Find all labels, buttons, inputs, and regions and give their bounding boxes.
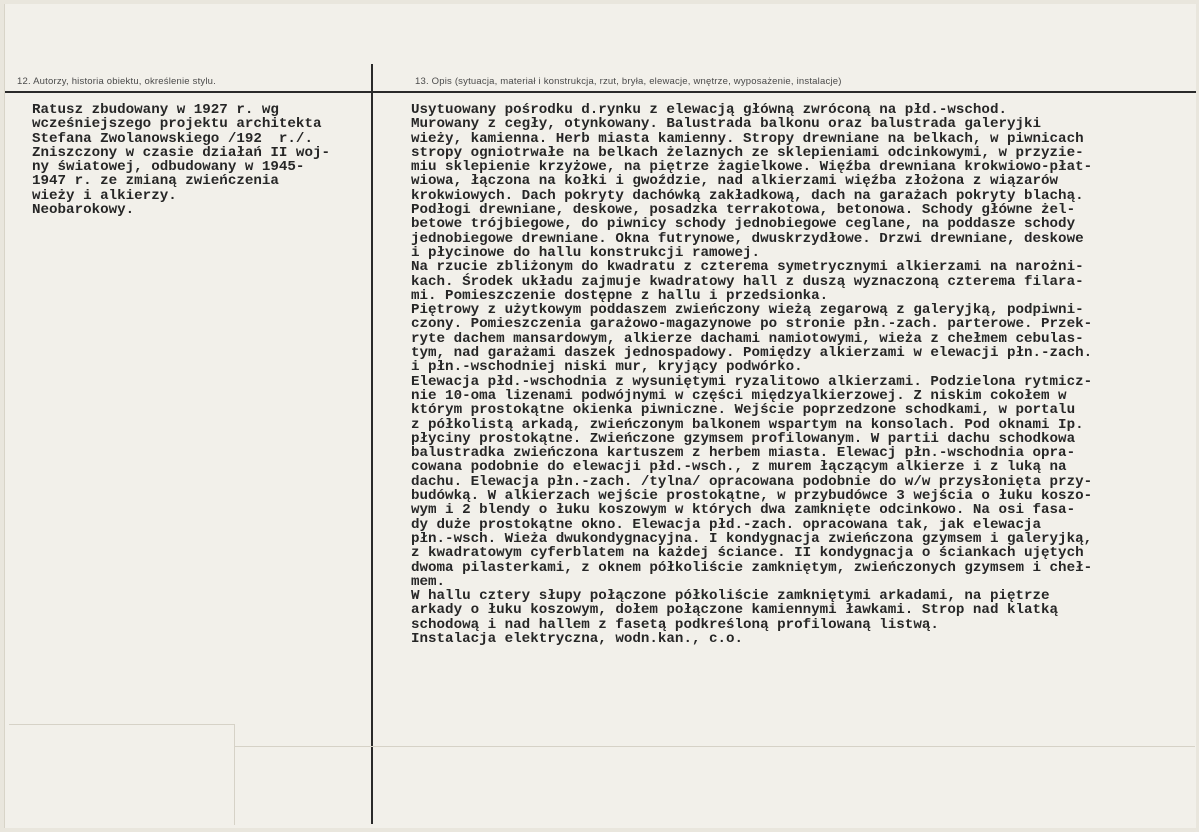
- section-12-text: [32, 103, 367, 217]
- text-line: dwoma pilasterkami, z oknem półkoliście zamkniętym, zwieńczonych gzymsem i cheł-: [411, 559, 1093, 576]
- text-line: betowe trójbiegowe, do piwnicy schody jednobiegowe ceglane, na poddasze schody: [411, 216, 1076, 233]
- text-line: schodową i nad hallem z fasetą podkreśloną profilowaną listwą.: [411, 616, 939, 633]
- text-line: i płn.-wschodniej niski mur, kryjący podwórko.: [411, 359, 803, 376]
- text-line: z kwadratowym cyferblatem na każdej ściance. II kondygnacja o ściankach ujętych: [411, 545, 1084, 562]
- text-line: kach. Środek układu zajmuje kwadratowy hall z duszą wyznaczoną czterema filara-: [411, 273, 1084, 290]
- text-line: ryte dachem mansardowym, alkierze dachami namiotowymi, wieża z chełmem cebulas-: [411, 330, 1084, 347]
- text-line: wieży i alkierzy.: [32, 187, 177, 204]
- text-line: dachu. Elewacja płn.-zach. /tylna/ opracowana podobnie do w/w przysłonięta przy-: [411, 473, 1093, 490]
- text-line: płn.-wsch. Wieża dwukondygnacyjna. I kondygnacja zwieńczona gzymsem i galeryjką,: [411, 530, 1093, 547]
- text-line: krokwiowych. Dach pokryty dachówką zakładkową, dach na garażach pokryty blachą.: [411, 187, 1084, 204]
- text-line: Elewacja płd.-wschodnia z wysuniętymi ryzalitowo alkierzami. Podzielona rytmicz-: [411, 373, 1093, 390]
- text-line: budówką. W alkierzach wejście prostokątne, w przybudówce 3 wejścia o łuku koszo-: [411, 488, 1093, 505]
- text-line: jednobiegowe drewniane. Okna futrynowe, dwuskrzydłowe. Drzwi drewniane, deskowe: [411, 230, 1084, 247]
- header-divider: [5, 91, 1196, 93]
- faint-form-rule: [235, 746, 1195, 747]
- text-line: nie 10-oma lizenami podwójnymi w części międzyalkierzowej. Z niskim cokołem w: [411, 387, 1067, 404]
- text-line: cowana podobnie do elewacji płd.-wsch., z murem łączącym alkierze i z luką na: [411, 459, 1067, 476]
- text-line: Ratusz zbudowany w 1927 r. wg: [32, 102, 279, 118]
- section-13-text: [411, 103, 1199, 646]
- text-line: Murowany z cegły, otynkowany. Balustrada balkonu oraz balustrada galeryjki: [411, 116, 1042, 133]
- section-13-header: 13. Opis (sytuacja, materiał i konstrukcja, rzut, bryła, elewacje, wnętrze, wyposażenie, instalacje): [415, 76, 842, 87]
- text-line: czony. Pomieszczenia garażowo-magazynowe po stronie płn.-zach. parterowe. Przek-: [411, 316, 1093, 333]
- text-line: miu sklepienie krzyżowe, na piętrze żagielkowe. Więźba drewniana krokwiowo-płat-: [411, 159, 1093, 176]
- text-line: tym, nad garażami daszek jednospadowy. Pomiędzy alkierzami w elewacji płn.-zach.: [411, 345, 1093, 362]
- text-line: wcześniejszego projektu architekta: [32, 116, 322, 133]
- column-divider: [371, 64, 373, 824]
- text-line: arkady o łuku koszowym, dołem połączone kamiennymi ławkami. Strop nad klatką: [411, 602, 1059, 619]
- text-line: mem.: [411, 573, 446, 590]
- text-line: Stefana Zwolanowskiego /192 r./.: [32, 130, 313, 147]
- text-line: ny światowej, odbudowany w 1945-: [32, 159, 305, 176]
- section-12-header: 12. Autorzy, historia obiektu, określenie stylu.: [17, 76, 216, 87]
- text-line: i płycinowe do hallu konstrukcji ramowej.: [411, 244, 761, 261]
- text-line: balustradka zwieńczona kartuszem z herbem miasta. Elewacj płn.-wschodnia opra-: [411, 445, 1076, 462]
- text-line: Instalacja elektryczna, wodn.kan., c.o.: [411, 630, 744, 647]
- text-line: którym prostokątne okienka piwniczne. Wejście poprzedzone schodkami, w portalu: [411, 402, 1076, 419]
- text-line: płyciny prostokątne. Zwieńczone gzymsem profilowanym. W partii dachu schodkowa: [411, 430, 1076, 447]
- text-line: W hallu cztery słupy połączone półkoliście zamkniętymi arkadami, na piętrze: [411, 588, 1050, 605]
- record-card: [4, 4, 1196, 828]
- text-line: Piętrowy z użytkowym poddaszem zwieńczony wieżą zegarową z galeryjką, podpiwni-: [411, 302, 1084, 319]
- text-line: wiowa, łączona na kołki i gwoździe, nad alkierzami więźba złożona z wiązarów: [411, 173, 1059, 190]
- text-line: Zniszczony w czasie działań II woj-: [32, 144, 330, 161]
- faint-form-box: [9, 724, 235, 825]
- text-line: wieży, kamienna. Herb miasta kamienny. Stropy drewniane na belkach, w piwnicach: [411, 130, 1084, 147]
- text-line: Podłogi drewniane, deskowe, posadzka terrakotowa, betonowa. Schody główne żel-: [411, 202, 1076, 219]
- text-line: Na rzucie zbliżonym do kwadratu z czterema symetrycznymi alkierzami na narożni-: [411, 259, 1084, 276]
- text-line: Neobarokowy.: [32, 202, 135, 219]
- text-line: wym i 2 blendy o łuku koszowym w których dwa zamknięte odcinkowo. Na osi fasa-: [411, 502, 1076, 519]
- text-line: z półkolistą arkadą, zwieńczonym balkonem wspartym na konsolach. Pod oknami Ip.: [411, 416, 1084, 433]
- text-line: stropy ogniotrwałe na belkach żelaznych ze sklepieniami odcinkowymi, w przyzie-: [411, 144, 1084, 161]
- text-line: 1947 r. ze zmianą zwieńczenia: [32, 173, 279, 190]
- text-line: Usytuowany pośrodku d.rynku z elewacją główną zwróconą na płd.-wschod.: [411, 102, 1007, 118]
- text-line: mi. Pomieszczenie dostępne z hallu i przedsionka.: [411, 287, 829, 304]
- text-line: dy duże prostokątne okno. Elewacja płd.-zach. opracowana tak, jak elewacja: [411, 516, 1042, 533]
